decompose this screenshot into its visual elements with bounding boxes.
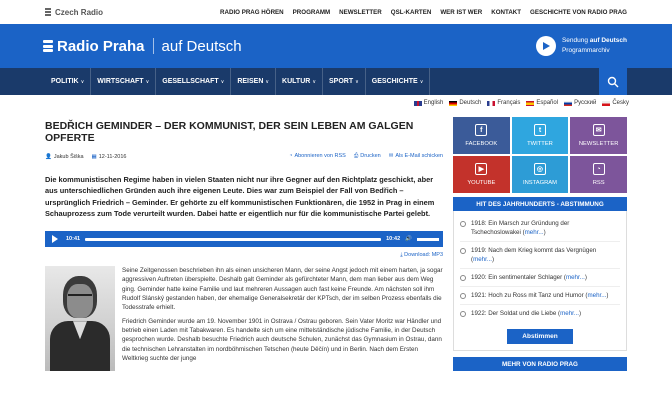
lang-russian[interactable] [564, 100, 596, 106]
poll [453, 211, 627, 351]
social-youtube[interactable] [453, 156, 510, 193]
nav-item-politik[interactable] [45, 68, 91, 95]
radio-button[interactable] [460, 248, 466, 254]
rss-link[interactable] [289, 153, 346, 160]
rss-label: Abonnieren von RSS [294, 153, 346, 159]
email-label: Als E-Mail schicken [395, 153, 443, 159]
rss-icon: ◔ [593, 163, 605, 175]
social-label: INSTAGRAM [522, 180, 557, 186]
social-label: NEWSLETTER [578, 141, 619, 147]
lang-label: Français [497, 100, 521, 106]
poll-title: HIT DES JAHRHUNDERTS - ABSTIMMUNG [453, 197, 627, 211]
poll-option-text: 1918: Ein Marsch zur Gründung der Tschechoslowakei [471, 220, 570, 236]
nav-label: WIRTSCHAFT [97, 78, 144, 85]
lang-label: Русский [574, 100, 597, 106]
date [92, 154, 127, 160]
article [45, 111, 443, 371]
sendung-name: auf Deutsch [589, 37, 627, 44]
social-newsletter[interactable] [570, 117, 627, 154]
more-link[interactable]: mehr... [473, 256, 492, 263]
chevron-down-icon: ∨ [265, 78, 270, 85]
article-title: BEDŘICH GEMINDER – DER KOMMUNIST, DER SEIN LEBEN AM GALGEN OPFERTE [45, 120, 414, 144]
audio-player [45, 231, 443, 247]
live-play-button[interactable] [536, 36, 556, 56]
brand-logo[interactable] [43, 38, 242, 55]
lang-deutsch[interactable] [449, 100, 481, 106]
radio-button[interactable] [460, 275, 466, 281]
social-grid [453, 117, 627, 193]
poll-option[interactable]: 1920: Ein sentimentaler Schlager (mehr...) [460, 269, 620, 287]
nav-label: KULTUR [282, 78, 311, 85]
more-header: MEHR VON RADIO PRAG [453, 357, 627, 371]
paragraph: Friedrich Geminder wurde am 19. November 1901 in Ostrava / Ostrau geboren. Sein Vater Moritz war Händler und betrieb einen Laden mit Tabakwaren. Es handelte sich um eine mittelständische jüdische Familie, in der Deutsch gesprochen wurde. Deshalb besuchte Friedrich auch deutsche Schulen, zunächst das Gymnasium in Ostrau, dann die technischen Lehranstalten im nordböhmischen Tetschen (heute Děčín) und in Berlin. Nach dem Ersten Weltkrieg suchte der junge [122, 317, 442, 362]
toplink-newsletter[interactable]: NEWSLETTER [339, 8, 382, 16]
radio-button[interactable] [460, 311, 466, 317]
programmarchiv-link[interactable]: Programmarchiv [561, 47, 610, 54]
french-flag-icon [487, 101, 495, 106]
portrait-photo [45, 266, 115, 371]
date-text: 12-11-2016 [98, 153, 127, 160]
german-flag-icon [449, 101, 457, 106]
radio-praha-logo-icon [43, 40, 53, 52]
email-link[interactable] [389, 153, 443, 160]
more-link[interactable]: mehr... [587, 292, 607, 299]
more-link[interactable]: mehr... [565, 274, 585, 281]
nav-label: GESCHICHTE [371, 78, 418, 85]
chevron-down-icon: ∨ [419, 78, 424, 85]
volume-slider[interactable] [417, 238, 439, 241]
poll-option[interactable]: 1919: Nach dem Krieg kommt das Vergnügen (mehr...) [460, 242, 620, 269]
print-label: Drucken [360, 153, 381, 159]
youtube-icon: ▶ [475, 163, 487, 175]
poll-option-text: 1919: Nach dem Krieg kommt das Vergnügen [471, 247, 597, 254]
czech-radio-logo[interactable] [45, 8, 103, 17]
social-label: YOUTUBE [467, 180, 496, 186]
lang-label: English [423, 100, 444, 106]
nav-item-kultur[interactable] [276, 68, 323, 95]
volume-icon[interactable]: 🔊 [405, 236, 412, 243]
chevron-down-icon: ∨ [145, 78, 150, 85]
calendar-icon: ▦ [91, 153, 97, 160]
twitter-icon: t [534, 124, 546, 136]
czech-radio-logo-text: Czech Radio [55, 7, 104, 17]
social-label: FACEBOOK [465, 141, 498, 147]
poll-option-text: 1921: Hoch zu Ross mit Tanz und Humor [471, 292, 584, 299]
print-icon: ⎙ [353, 153, 359, 159]
article-lead: Die kommunistischen Regime haben in vielen Staaten nicht nur ihre Gegner auf den Richtplatz geschickt, aber aus unterschiedlichen Gründen auch ihre eigenen Leute. Dies war zum Beispiel der Fall von Bedřich – ursprünglich Friedrich – Geminder. Er gehörte zu elf kommunistischen Funktionären, die 1952 in Prag in einem Schauprozess zum Tode verurteilt wurden. Dabei hatte er eigentlich nur für die kommunistische Partei gelebt. [45, 175, 435, 218]
nav-label: GESELLSCHAFT [162, 78, 219, 85]
social-instagram[interactable] [512, 156, 569, 193]
nav-item-reisen[interactable] [231, 68, 276, 95]
toplink-wer-ist-wer[interactable]: WER IST WER [440, 8, 483, 16]
uk-flag-icon [414, 101, 422, 106]
sidebar [453, 111, 627, 371]
paragraph: Seine Zeitgenossen beschrieben ihn als einen unsicheren Mann, der seine Angst jedoch mit einem harten, ja sogar aggressiven Auftreten überspielte. Deshalb galt Geminder als gefürchteter Mann, dem man lieber aus dem Weg ging. Geminder hatte keine Familie und laut mehreren Aussagen auch fast keine Freunde. Am nächsten soll ihm Rudolf Slánský gestanden haben, der ehemalige Generalsekretär der KPTsch, der im selben Prozess ebenfalls die Todesstrafe erhielt. [122, 267, 443, 312]
chevron-down-icon: ∨ [80, 78, 85, 85]
poll-option[interactable]: 1918: Ein Marsch zur Gründung der Tschechoslowakei (mehr...) [460, 215, 620, 242]
social-twitter[interactable] [512, 117, 569, 154]
lang-cesky[interactable] [602, 100, 629, 106]
language-switcher [0, 95, 672, 111]
download-icon: ⤓ [400, 252, 405, 259]
main-nav [0, 68, 672, 95]
chevron-down-icon: ∨ [312, 78, 316, 85]
toplink-qsl-karten[interactable]: QSL-KARTEN [390, 8, 432, 16]
print-link[interactable] [354, 153, 381, 160]
toplink-kontakt[interactable]: KONTAKT [491, 8, 522, 16]
brand-separator [153, 38, 154, 54]
more-link[interactable]: mehr... [524, 229, 544, 236]
brand-name: Radio Praha [57, 37, 145, 55]
nav-label: POLITIK [51, 78, 79, 85]
nav-spacer [430, 68, 599, 95]
czech-flag-icon [602, 101, 610, 106]
spanish-flag-icon [526, 101, 534, 106]
lang-label: Česky [612, 100, 629, 106]
nav-label: SPORT [328, 78, 354, 85]
nav-item-geschichte[interactable] [366, 68, 431, 95]
sendung-prefix: Sendung [561, 37, 588, 44]
content-area [0, 111, 672, 371]
audio-duration: 10:42 [386, 236, 401, 243]
user-icon: 👤 [45, 153, 52, 160]
lang-label: Español [536, 100, 559, 106]
top-bar [0, 0, 672, 24]
email-icon: ✉ [388, 153, 394, 159]
newsletter-icon: ✉ [593, 124, 605, 136]
author[interactable] [45, 154, 84, 160]
poll-option[interactable]: 1921: Hoch zu Ross mit Tanz und Humor (mehr...) [460, 287, 620, 305]
search-icon [607, 76, 619, 88]
social-label: RSS [592, 180, 605, 186]
toplink-programm[interactable]: PROGRAMM [292, 8, 331, 16]
top-links [220, 9, 627, 16]
article-text [122, 266, 443, 371]
nav-label: REISEN [237, 78, 264, 85]
lang-label: Deutsch [459, 100, 482, 106]
chevron-down-icon: ∨ [220, 78, 225, 85]
sendung-info [562, 36, 627, 56]
search-button[interactable] [599, 68, 627, 95]
article-meta [45, 153, 443, 160]
vote-button[interactable]: Abstimmen [507, 329, 573, 344]
site-header [0, 24, 672, 68]
czech-radio-logo-icon [45, 8, 51, 16]
social-facebook[interactable] [453, 117, 510, 154]
nav-item-sport[interactable] [323, 68, 366, 95]
nav-item-gesellschaft[interactable] [156, 68, 231, 95]
social-label: TWITTER [527, 141, 553, 147]
lang-francais[interactable] [487, 100, 520, 106]
chevron-down-icon: ∨ [355, 78, 359, 85]
radio-button[interactable] [460, 221, 466, 227]
poll-option-text: 1922: Der Soldat und die Liebe [471, 310, 557, 317]
radio-button[interactable] [460, 293, 466, 299]
toplink-geschichte[interactable]: GESCHICHTE VON RADIO PRAG [530, 8, 627, 16]
nav-item-wirtschaft[interactable] [91, 68, 156, 95]
rss-icon: ◔ [289, 153, 293, 159]
social-rss[interactable] [570, 156, 627, 193]
author-name: Jakub Šiška [53, 153, 84, 160]
audio-play-button[interactable] [52, 235, 58, 243]
lang-espanol[interactable] [526, 100, 558, 106]
audio-current-time: 10:41 [66, 236, 81, 243]
facebook-icon: f [475, 124, 487, 136]
poll-option-text: 1920: Ein sentimentaler Schlager [471, 274, 563, 281]
instagram-icon: ◎ [534, 163, 546, 175]
live-player [536, 36, 627, 56]
download-link[interactable] [45, 252, 443, 259]
audio-seek-bar[interactable] [85, 238, 381, 241]
poll-option[interactable]: 1922: Der Soldat und die Liebe (mehr...) [460, 305, 620, 322]
play-icon [543, 42, 550, 50]
russian-flag-icon [564, 101, 572, 106]
lang-english[interactable] [414, 100, 444, 106]
article-body [45, 266, 443, 371]
brand-subtitle: auf Deutsch [161, 37, 242, 55]
more-link[interactable]: mehr... [560, 310, 580, 317]
toplink-hoeren[interactable]: RADIO PRAG HÖREN [220, 8, 284, 16]
download-label: Download: MP3 [404, 252, 443, 259]
